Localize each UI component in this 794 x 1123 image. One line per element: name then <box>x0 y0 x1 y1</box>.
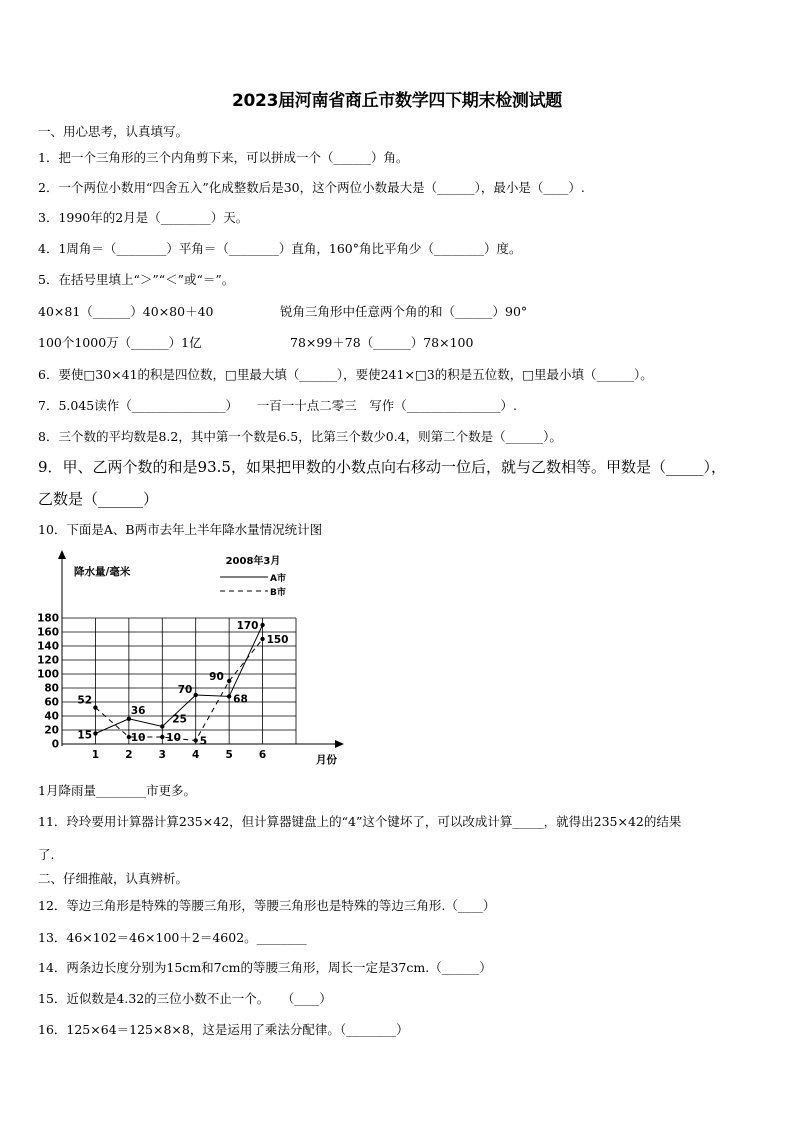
question-15: 15．近似数是4.32的三位小数不止一个。 （____） <box>38 991 332 1006</box>
legend-label-b: B市 <box>270 588 286 598</box>
question-2: 2．一个两位小数用“四舍五入”化成整数后是30，这个两位小数最大是（______），最小是（____）. <box>38 180 585 195</box>
data-point-a <box>93 731 97 735</box>
data-label-b: 10 <box>130 732 146 744</box>
data-point-b <box>93 705 97 709</box>
question-5-item-b: 锐角三角形中任意两个角的和（______）90° <box>280 304 528 319</box>
x-tick-label: 4 <box>192 749 200 761</box>
question-5: 5．在括号里填上“＞”“＜”或“＝”。 <box>38 272 235 287</box>
y-tick-label: 40 <box>44 710 59 723</box>
question-10: 10．下面是A、B两市去年上半年降水量情况统计图 <box>38 522 323 537</box>
data-label-a: 25 <box>172 713 187 726</box>
question-5-item-a: 40×81（______）40×80＋40 <box>38 304 214 319</box>
data-point-a <box>227 694 231 698</box>
y-axis-label: 降水量/毫米 <box>74 566 131 578</box>
question-13: 13．46×102＝46×100＋2＝4602。________ <box>38 930 307 945</box>
x-tick-label: 2 <box>125 749 133 761</box>
question-1: 1．把一个三角形的三个内角剪下来，可以拼成一个（______）角。 <box>38 150 409 165</box>
question-10-answer: 1月降雨量________市更多。 <box>38 783 196 798</box>
y-tick-label: 20 <box>44 724 59 737</box>
section-heading-1: 一、用心思考，认真填写。 <box>38 124 189 139</box>
question-7: 7．5.045读作（_______________） 一百一十点二零三 写作（_______________）. <box>38 398 517 413</box>
y-tick-label: 140 <box>37 640 59 653</box>
data-label-a: 70 <box>177 684 193 696</box>
data-point-a <box>160 724 164 728</box>
data-label-b: 90 <box>209 671 224 683</box>
x-tick-label: 6 <box>258 749 267 761</box>
data-label-a: 170 <box>236 620 259 632</box>
data-label-b: 10 <box>166 732 181 744</box>
y-tick-label: 0 <box>51 738 59 751</box>
page-title: 2023届河南省商丘市数学四下期末检测试题 <box>231 91 562 111</box>
question-3: 3．1990年的2月是（________）天。 <box>38 210 249 225</box>
legend-label-a: A市 <box>270 574 286 584</box>
x-tick-label: 5 <box>225 749 233 761</box>
data-label-a: 15 <box>77 729 93 742</box>
data-label-a: 68 <box>233 693 248 706</box>
data-point-b <box>260 637 264 641</box>
rainfall-line-chart <box>34 546 354 778</box>
data-point-a <box>127 717 131 721</box>
x-tick-label: 1 <box>91 749 100 761</box>
question-9-line-2: 乙数是（______） <box>38 490 159 508</box>
data-label-a: 36 <box>130 704 146 717</box>
question-6: 6．要使□30×41的积是四位数，□里最大填（______），要使241×□3的积是五位数，□里最小填（______）。 <box>38 367 653 382</box>
question-4: 4．1周角＝（________）平角＝（________）直角，160°角比平角少（________）度。 <box>38 241 522 256</box>
data-label-b: 150 <box>266 634 289 646</box>
data-label-b: 5 <box>199 735 208 748</box>
data-point-a <box>194 693 198 697</box>
question-16: 16．125×64＝125×8×8，这是运用了乘法分配律。（________） <box>38 1022 409 1037</box>
question-14: 14．两条边长度分别为15cm和7cm的等腰三角形，周长一定是37cm.（______） <box>38 960 492 975</box>
chart-svg <box>34 546 354 774</box>
legend-title: 2008年3月 <box>225 556 281 567</box>
y-tick-label: 60 <box>44 696 59 709</box>
question-11-line-2: 了. <box>38 847 55 862</box>
x-axis-arrow <box>335 740 344 748</box>
y-tick-label: 80 <box>44 682 59 695</box>
x-tick-label: 3 <box>158 749 166 761</box>
data-label-b: 52 <box>77 694 93 707</box>
question-9-line-1: 9．甲、乙两个数的和是93.5，如果把甲数的小数点向右移动一位后，就与乙数相等。甲数是（_____）， <box>38 458 726 476</box>
data-point-b <box>227 679 231 683</box>
question-5-item-d: 78×99＋78（______）78×100 <box>290 335 474 350</box>
x-axis-label: 月份 <box>316 754 337 766</box>
question-11-line-1: 11．玲玲要用计算器计算235×42，但计算器键盘上的“4”这个键坏了，可以改成计算_____，就得出235×42的结果 <box>38 814 682 829</box>
question-5-item-c: 100个1000万（______）1亿 <box>38 335 202 350</box>
question-12: 12．等边三角形是特殊的等腰三角形，等腰三角形也是特殊的等边三角形.（____） <box>38 898 496 913</box>
y-axis-arrow <box>58 550 66 559</box>
y-tick-label: 160 <box>37 626 59 639</box>
data-point-a <box>260 623 264 627</box>
section-heading-2: 二、仔细推敲，认真辨析。 <box>38 871 189 886</box>
y-tick-label: 120 <box>37 654 59 667</box>
data-point-b <box>194 738 198 742</box>
data-point-b <box>160 735 164 739</box>
y-tick-label: 100 <box>37 668 59 681</box>
question-8: 8．三个数的平均数是8.2，其中第一个数是6.5，比第三个数少0.4，则第二个数是（______）。 <box>38 429 562 444</box>
y-tick-label: 180 <box>37 612 59 625</box>
